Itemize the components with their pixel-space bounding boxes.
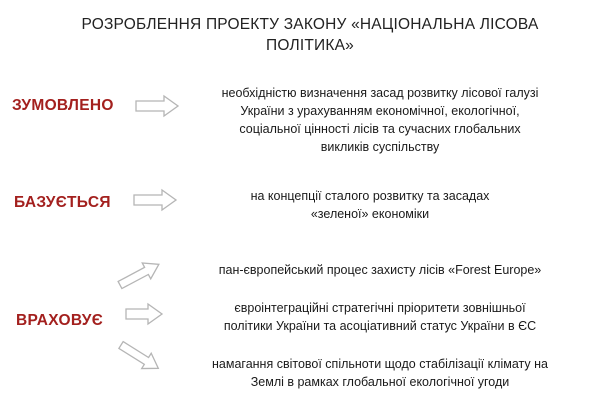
vrakhovuie-item-2-line-1: євроінтеграційні стратегічні пріоритети зовнішньої (234, 301, 526, 315)
arrow-right-icon (126, 304, 162, 324)
keyword-bazuetsia: БАЗУЄТЬСЯ (14, 194, 111, 211)
zumovleno-line-2: України з урахуванням економічної, екологічної, (240, 104, 520, 118)
title-line-2: ПОЛІТИКА» (266, 37, 354, 54)
bazuetsia-line-1: на концепції сталого розвитку та засадах (250, 189, 490, 203)
title-line-1: РОЗРОБЛЕННЯ ПРОЕКТУ ЗАКОНУ «НАЦІОНАЛЬНА ЛІСОВА (81, 16, 539, 33)
keyword-vrakhovuie: ВРАХОВУЄ (16, 312, 104, 329)
vrakhovuie-item-2-line-2: політики України та асоціативний статус України в ЄС (223, 319, 537, 333)
arrow-right-icon (136, 96, 178, 116)
keyword-zumovleno: ЗУМОВЛЕНО (12, 97, 114, 114)
arrow-up-right-icon (116, 256, 163, 293)
vrakhovuie-item-3-line-2: Землі в рамках глобальної екологічної угоди (250, 375, 510, 389)
vrakhovuie-item-1-line-1: пан-європейський процес захисту лісів «Forest Europe» (218, 263, 542, 277)
zumovleno-line-1: необхідністю визначення засад розвитку лісової галузі (221, 86, 539, 100)
zumovleno-line-3: соціальної цінності лісів та сучасних глобальних (239, 122, 521, 136)
vrakhovuie-item-3-line-1: намагання світової спільноти щодо стабілізації клімату на (212, 357, 548, 371)
bazuetsia-line-2: «зеленої» економіки (310, 207, 430, 221)
arrow-down-right-icon (116, 337, 163, 376)
zumovleno-line-4: викликів суспільству (320, 140, 440, 154)
arrow-right-icon (134, 190, 176, 210)
